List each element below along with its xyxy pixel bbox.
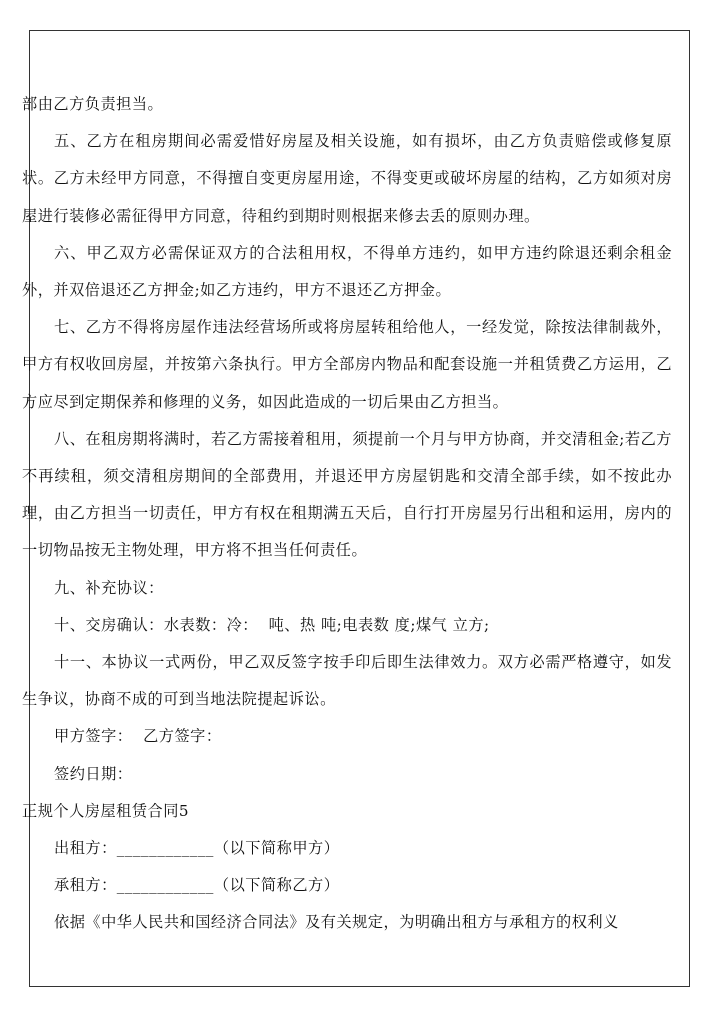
lessor-line: 出租方：____________（以下简称甲方） xyxy=(54,839,340,858)
signature-line: 甲方签字： 乙方签字： xyxy=(54,727,222,746)
paragraph-1: 部由乙方负责担当。 xyxy=(22,95,164,113)
paragraph-clause-6: 六、甲乙双方必需保证双方的合法租用权，不得单方违约，如甲方违约除退还剩余租金外，并双倍退还乙方押金;如乙方违约，甲方不退还乙方押金。 xyxy=(22,243,672,300)
paragraph-clause-11: 十一、本协议一式两份，甲乙双反签字按手印后即生法律效力。双方必需严格遵守，如发生争议，协商不成的可到当地法院提起诉讼。 xyxy=(22,653,672,709)
paragraph-clause-7: 七、乙方不得将房屋作违法经营场所或将房屋转租给他人，一经发觉，除按法律制裁外，甲方有权收回房屋，并按第六条执行。甲方全部房内物品和配套设施一并租赁费乙方运用，乙方应尽到定期保养和修理的义务，如因此造成的一切后果由乙方担当。 xyxy=(22,318,672,411)
paragraph-clause-10: 十、交房确认：水表数：冷： 吨、热 吨;电表数 度;煤气 立方; xyxy=(54,615,490,634)
lessee-line: 承租方：____________（以下简称乙方） xyxy=(54,876,340,895)
contract-title: 正规个人房屋租赁合同5 xyxy=(22,801,190,820)
document-body xyxy=(22,86,672,942)
preamble-paragraph: 依据《中华人民共和国经济合同法》及有关规定，为明确出租方与承租方的权利义 xyxy=(54,913,619,932)
paragraph-clause-5: 五、乙方在租房期间必需爱惜好房屋及相关设施，如有损坏，由乙方负责赔偿或修复原状。乙方未经甲方同意，不得擅自变更房屋用途，不得变更或破坏房屋的结构，乙方如须对房屋进行装修必需征得甲方同意，待租约到期时则根据来修去丢的原则办理。 xyxy=(22,132,672,225)
paragraph-clause-8: 八、在租房期将满时，若乙方需接着租用，须提前一个月与甲方协商，并交清租金;若乙方不再续租，须交清租房期间的全部费用，并退还甲方房屋钥匙和交清全部手续，如不按此办理，由乙方担当一切责任，甲方有权在租期满五天后，自行打开房屋另行出租和运用，房内的一切物品按无主物处理，甲方将不担当任何责任。 xyxy=(22,429,672,560)
paragraph-clause-9: 九、补充协议： xyxy=(54,578,164,597)
sign-date-line: 签约日期： xyxy=(54,764,133,783)
